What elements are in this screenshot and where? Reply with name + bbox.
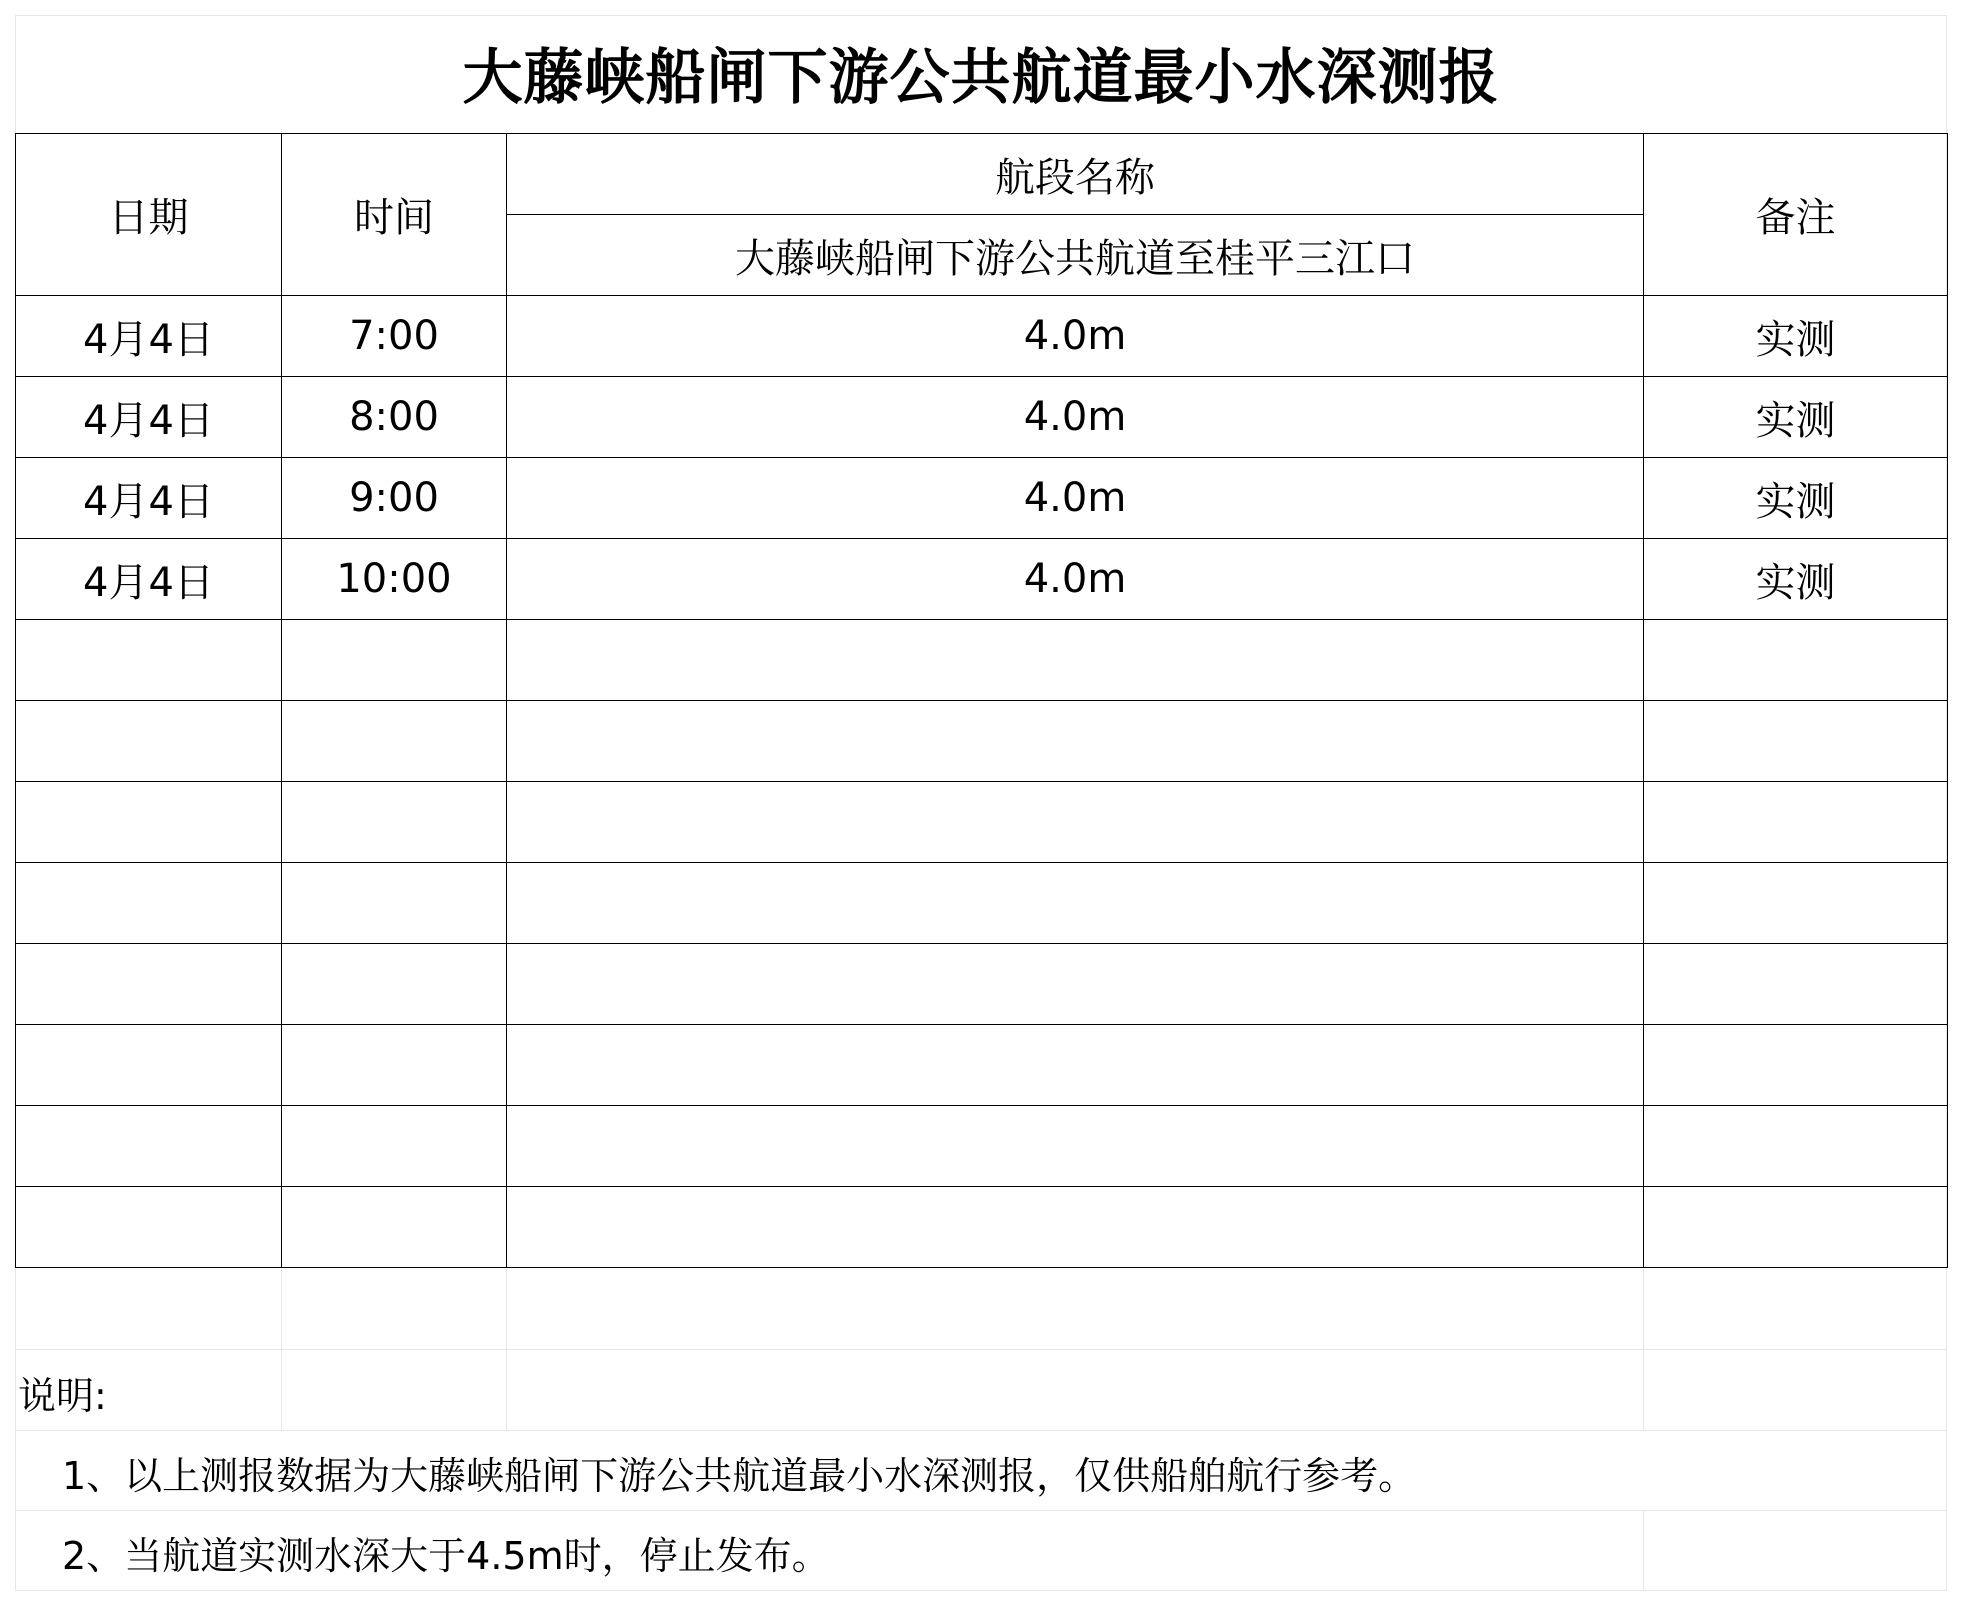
- table-row: [16, 296, 1948, 377]
- cell-depth: [507, 863, 1644, 944]
- cell-depth: [507, 1025, 1644, 1106]
- note-item-1: 1、以上测报数据为大藤峡船闸下游公共航道最小水深测报，仅供船舶航行参考。: [62, 1453, 1417, 1498]
- cell-date: [16, 620, 282, 701]
- cell-remark: [1644, 944, 1948, 1025]
- cell-time: 8:00: [282, 377, 507, 458]
- cell-depth: [507, 1187, 1644, 1268]
- sheet-gridline: [506, 1269, 507, 1430]
- table-row: [16, 782, 1948, 863]
- table-row: [16, 377, 1948, 458]
- table-row: [16, 1187, 1948, 1268]
- cell-depth: [507, 944, 1644, 1025]
- cell-remark: [1644, 782, 1948, 863]
- cell-depth: 4.0m: [507, 377, 1644, 458]
- note-item-2: 2、当航道实测水深大于4.5m时，停止发布。: [62, 1533, 830, 1578]
- cell-remark: [1644, 620, 1948, 701]
- header-segment-name: 大藤峡船闸下游公共航道至桂平三江口: [507, 215, 1644, 296]
- cell-depth: [507, 782, 1644, 863]
- header-remark: 备注: [1644, 134, 1948, 296]
- header-date: 日期: [16, 134, 282, 296]
- cell-depth: 4.0m: [507, 296, 1644, 377]
- table-row: [16, 1106, 1948, 1187]
- cell-time: [282, 863, 507, 944]
- cell-remark: 实测: [1644, 539, 1948, 620]
- cell-remark: [1644, 1187, 1948, 1268]
- cell-date: [16, 944, 282, 1025]
- table-row: [16, 1025, 1948, 1106]
- cell-time: 7:00: [282, 296, 507, 377]
- sheet-gridline: [1643, 1510, 1644, 1590]
- cell-remark: [1644, 701, 1948, 782]
- depth-report-table: [15, 133, 1948, 1268]
- cell-remark: 实测: [1644, 458, 1948, 539]
- cell-date: [16, 1025, 282, 1106]
- cell-time: [282, 944, 507, 1025]
- cell-depth: 4.0m: [507, 458, 1644, 539]
- cell-date: [16, 701, 282, 782]
- table-row: [16, 701, 1948, 782]
- cell-remark: [1644, 863, 1948, 944]
- cell-time: [282, 701, 507, 782]
- cell-time: 9:00: [282, 458, 507, 539]
- table-row: [16, 539, 1948, 620]
- cell-date: [16, 782, 282, 863]
- cell-time: [282, 1106, 507, 1187]
- sheet-gridline: [281, 1269, 282, 1430]
- header-segment-group: 航段名称: [507, 134, 1644, 215]
- notes-heading: 说明:: [18, 1373, 107, 1418]
- table-row: [16, 620, 1948, 701]
- cell-date: [16, 863, 282, 944]
- sheet-gridline: [1643, 1269, 1644, 1430]
- table-row: [16, 863, 1948, 944]
- cell-depth: 4.0m: [507, 539, 1644, 620]
- cell-remark: 实测: [1644, 377, 1948, 458]
- cell-date: [16, 1106, 282, 1187]
- cell-depth: [507, 701, 1644, 782]
- cell-date: 4月4日: [16, 539, 282, 620]
- sheet-gridline: [15, 1430, 1947, 1431]
- sheet-gridline: [15, 1349, 1947, 1350]
- cell-time: [282, 782, 507, 863]
- cell-remark: [1644, 1025, 1948, 1106]
- page-title: 大藤峡船闸下游公共航道最小水深测报: [462, 43, 1500, 113]
- cell-time: 10:00: [282, 539, 507, 620]
- table-row: [16, 944, 1948, 1025]
- cell-date: 4月4日: [16, 458, 282, 539]
- header-time: 时间: [282, 134, 507, 296]
- cell-depth: [507, 1106, 1644, 1187]
- table-row: [16, 458, 1948, 539]
- cell-time: [282, 1187, 507, 1268]
- cell-remark: 实测: [1644, 296, 1948, 377]
- cell-date: 4月4日: [16, 377, 282, 458]
- cell-time: [282, 620, 507, 701]
- cell-date: [16, 1187, 282, 1268]
- cell-depth: [507, 620, 1644, 701]
- cell-date: 4月4日: [16, 296, 282, 377]
- cell-remark: [1644, 1106, 1948, 1187]
- cell-time: [282, 1025, 507, 1106]
